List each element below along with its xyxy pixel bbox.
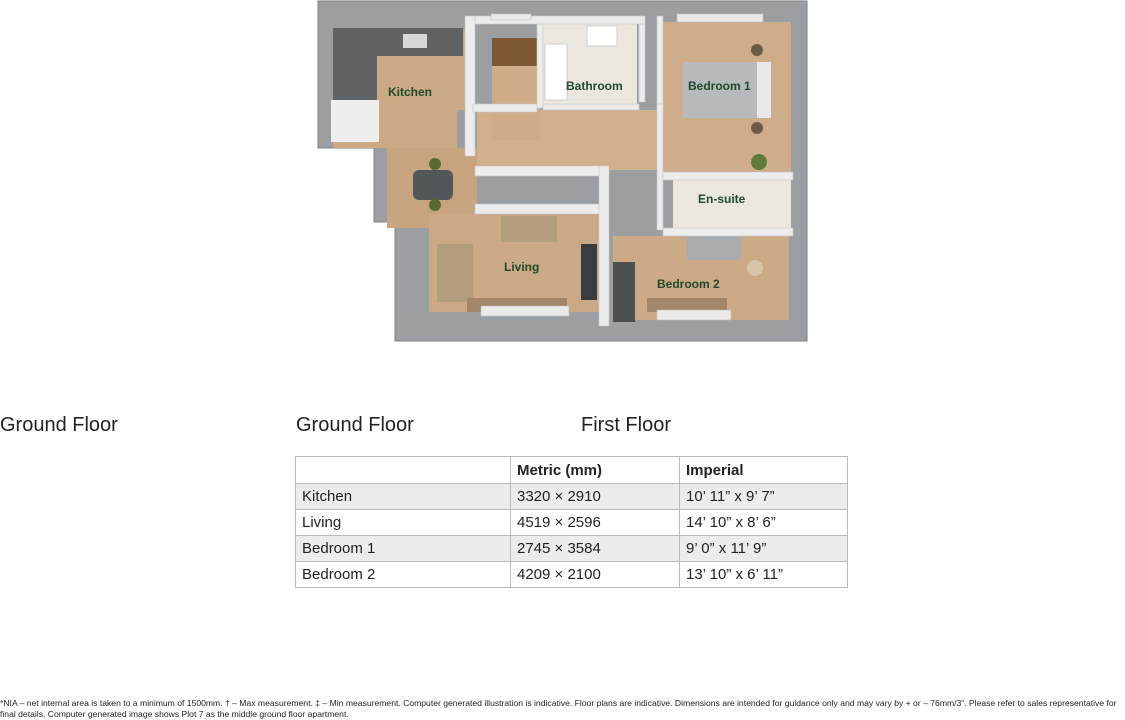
cell-room: Bedroom 1 [296,536,511,562]
table-row [296,484,848,510]
room-label-kitchen: Kitchen [388,85,433,99]
room-label-bathroom: Bathroom [566,79,623,93]
heading-ground-floor: Ground Floor [296,414,414,436]
disclaimer-footnote: *NIA – net internal area is taken to a minimum of 1500mm. † – Max measurement. ‡ – Min measurement. Computer generated illustration is indicative. Floor plans are indicative. Dimensions are intended for guidance only and may vary by + or – 76mm/3”. Please refer to sales representative for final details. Computer generated image shows Plot 7 as the middle ground floor apartment. [0,698,1117,719]
cell-metric: 4209 × 2100 [511,562,680,588]
cell-imperial: 10’ 11” x 9’ 7” [680,484,848,510]
room-label-bedroom-2: Bedroom 2 [657,277,720,291]
header-room [296,457,511,484]
header-imperial: Imperial [680,457,848,484]
table-header-row [296,457,848,484]
cell-metric: 4519 × 2596 [511,510,680,536]
heading-ground-floor-left: Ground Floor [0,414,118,436]
cell-metric: 2745 × 3584 [511,536,680,562]
room-label-living: Living [504,260,540,274]
table-row [296,510,848,536]
floorplan-image [317,0,808,342]
cell-imperial: 9’ 0” x 11’ 9” [680,536,848,562]
heading-first-floor: First Floor [581,414,671,436]
room-label-en-suite: En-suite [698,192,746,206]
cell-room: Living [296,510,511,536]
cell-room: Bedroom 2 [296,562,511,588]
cell-metric: 3320 × 2910 [511,484,680,510]
cell-room: Kitchen [296,484,511,510]
room-label-bedroom-1: Bedroom 1 [688,79,751,93]
table-row [296,562,848,588]
header-metric: Metric (mm) [511,457,680,484]
cell-imperial: 13’ 10” x 6’ 11” [680,562,848,588]
table-row [296,536,848,562]
cell-imperial: 14’ 10” x 8’ 6” [680,510,848,536]
room-dimensions-table [295,456,848,588]
